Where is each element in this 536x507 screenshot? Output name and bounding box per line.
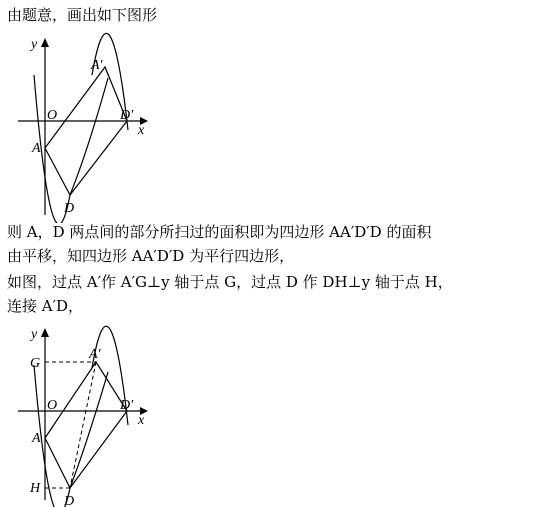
fig1-point-D: D — [64, 201, 75, 216]
fig1-origin: O — [47, 108, 58, 123]
fig2-point-A-prime: A′ — [89, 347, 101, 362]
parallelogram — [45, 362, 127, 488]
paragraph-2: 由平移，知四边形 AA′D′D 为平行四边形， — [7, 247, 295, 265]
paragraph-1: 则 A，D 两点间的部分所扫过的面积即为四边形 AA′D′D 的面积 — [7, 223, 432, 241]
paragraph-3: 如图，过点 A′作 A′G⊥y 轴于点 G，过点 D 作 DH⊥y 轴于点 H， — [7, 273, 453, 291]
intro-text: 由题意，画出如下图形 — [7, 6, 158, 24]
y-axis-arrow — [41, 328, 49, 337]
parallelogram — [45, 67, 127, 195]
fig2-point-D: D — [64, 494, 75, 507]
fig2-point-D-prime: D′ — [120, 398, 134, 413]
paragraph-4: 连接 A′D， — [7, 297, 84, 315]
fig2-axis-y: y — [31, 327, 38, 342]
fig1-point-A: A — [32, 141, 41, 156]
fig1-axis-y: y — [31, 37, 38, 52]
figure-2 — [0, 318, 180, 507]
fig1-axis-x: x — [138, 123, 145, 138]
y-axis-arrow — [41, 38, 49, 47]
fig2-point-H: H — [30, 481, 41, 496]
fig2-point-A: A — [32, 431, 41, 446]
figure-1 — [0, 28, 180, 223]
fig1-point-A-prime: A′ — [91, 58, 103, 73]
fig2-axis-x: x — [138, 413, 145, 428]
fig2-origin: O — [47, 398, 58, 413]
fig2-point-G: G — [30, 356, 41, 371]
fig1-point-D-prime: D′ — [120, 108, 134, 123]
